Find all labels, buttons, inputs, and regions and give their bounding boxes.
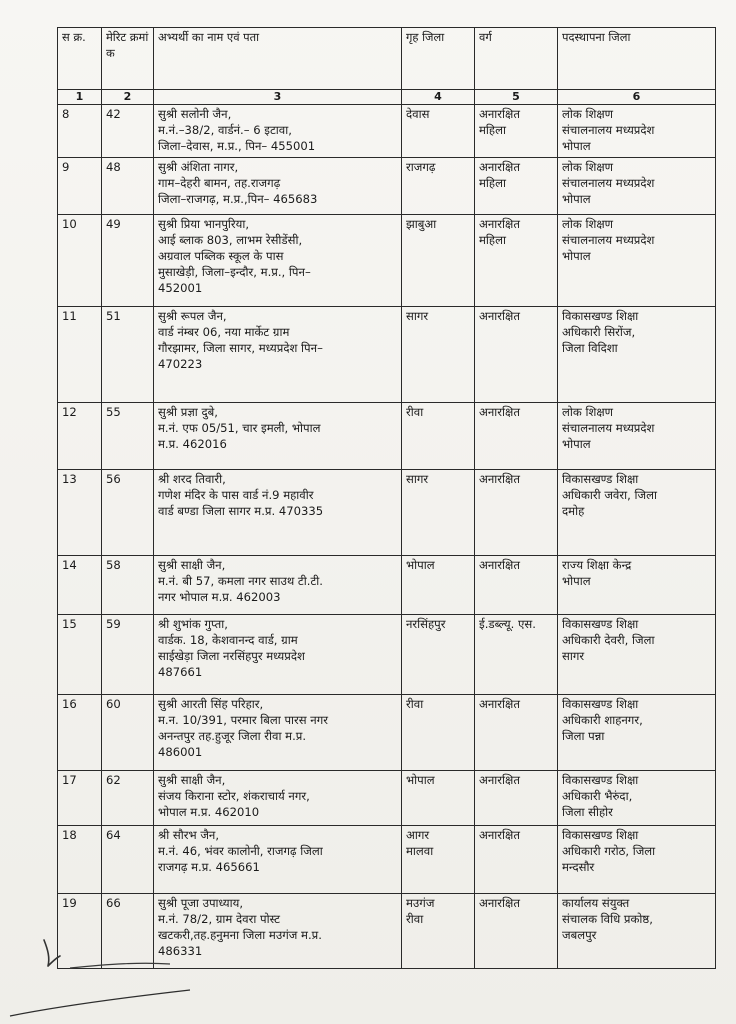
posting-district-cell-line: सागर (562, 648, 585, 663)
merit-number-cell: 59 (102, 614, 154, 694)
candidate-name-address-cell-line: म.नं. बी 57, कमला नगर साउथ टी.टी. (158, 573, 323, 588)
table-row (58, 614, 716, 694)
candidate-name-address-cell (154, 893, 402, 968)
home-district-cell-line: सागर (406, 308, 429, 323)
category-cell-line: महिला (479, 122, 506, 137)
candidate-name-address-cell-line: म.नं.–38/2, वार्डनं.– 6 इटावा, (158, 122, 292, 137)
home-district-cell (402, 157, 475, 214)
category-cell-line: अनारक्षित (479, 107, 520, 121)
candidate-name-address-cell-line: सुश्री साक्षी जैन, (158, 557, 226, 572)
home-district-cell-line: मउगंज (406, 895, 435, 910)
category-cell-line: अनारक्षित (479, 471, 520, 486)
serial-number-cell: 9 (58, 157, 102, 214)
posting-district-cell (558, 157, 716, 214)
category-cell-line: अनारक्षित (479, 159, 520, 174)
candidate-name-address-cell-line: श्री शरद तिवारी, (158, 471, 226, 486)
candidate-name-address-cell (154, 614, 402, 694)
category-cell-line: महिला (479, 232, 506, 247)
candidate-name-address-cell (154, 105, 402, 158)
candidate-name-address-cell-line: सुश्री पूजा उपाध्याय, (158, 895, 244, 910)
home-district-cell-line: भोपाल (406, 772, 435, 787)
posting-district-cell-line: अधिकारी शाहनगर, (562, 712, 643, 727)
candidate-name-address-cell-line: जिला–देवास, म.प्र., पिन– 455001 (158, 138, 316, 153)
candidate-name-address-cell (154, 469, 402, 555)
merit-number-cell: 51 (102, 306, 154, 402)
category-cell (475, 402, 558, 469)
candidate-name-address-cell-line: सुश्री प्रज्ञा दुबे, (158, 404, 218, 419)
candidate-name-address-cell-line: सुश्री रूपल जैन, (158, 308, 227, 323)
header-merit: मेरिट क्रमां क (102, 28, 154, 90)
column-number: 6 (558, 90, 716, 105)
candidate-name-address-cell (154, 306, 402, 402)
category-cell-line: अनारक्षित (479, 216, 520, 231)
posting-district-cell (558, 694, 716, 770)
merit-number-cell: 48 (102, 157, 154, 214)
serial-number-cell: 16 (58, 694, 102, 770)
merit-number-cell: 62 (102, 770, 154, 825)
posting-district-cell-line: लोक शिक्षण (562, 107, 614, 121)
posting-district-cell-line: अधिकारी देवरी, जिला (562, 632, 655, 647)
posting-district-cell-line: विकासखण्ड शिक्षा (562, 308, 639, 323)
candidate-name-address-cell-line: नगर भोपाल म.प्र. 462003 (158, 589, 281, 604)
posting-district-cell (558, 306, 716, 402)
candidate-name-address-cell (154, 825, 402, 893)
home-district-cell (402, 893, 475, 968)
category-cell-line: अनारक्षित (479, 308, 520, 323)
posting-district-cell-line: जिला विदिशा (562, 340, 618, 355)
candidate-name-address-cell-line: वार्डक. 18, केशवानन्द वार्ड, ग्राम (158, 632, 298, 647)
candidate-name-address-cell (154, 555, 402, 614)
serial-number-cell: 17 (58, 770, 102, 825)
candidate-name-address-cell-line: म.न. 10/391, परमार बिला पारस नगर (158, 712, 329, 727)
category-cell (475, 306, 558, 402)
home-district-cell (402, 214, 475, 306)
posting-district-cell (558, 469, 716, 555)
header-serial: स क्र. (58, 28, 102, 90)
posting-district-cell (558, 555, 716, 614)
column-number: 4 (402, 90, 475, 105)
merit-number-cell: 56 (102, 469, 154, 555)
category-cell (475, 770, 558, 825)
table-row (58, 770, 716, 825)
merit-number-cell: 55 (102, 402, 154, 469)
serial-number-cell: 10 (58, 214, 102, 306)
candidate-name-address-cell-line: खटकरी,तह.हनुमना जिला मउगंज म.प्र. (158, 927, 322, 942)
posting-district-cell-line: अधिकारी भैरुंदा, (562, 788, 633, 803)
category-cell (475, 469, 558, 555)
candidate-name-address-cell-line: राजगढ़ म.प्र. 465661 (158, 859, 260, 874)
candidate-name-address-cell-line: वार्ड नंम्बर 06, नया मार्केट ग्राम (158, 324, 290, 339)
posting-district-cell (558, 614, 716, 694)
candidate-name-address-cell-line: सुश्री अंशिता नागर, (158, 159, 239, 174)
posting-district-cell (558, 214, 716, 306)
handwritten-pen-stroke (0, 962, 200, 1022)
posting-district-cell-line: विकासखण्ड शिक्षा (562, 696, 639, 711)
category-cell-line: अनारक्षित (479, 404, 520, 419)
candidate-name-address-cell-line: 486331 (158, 943, 203, 958)
candidate-name-address-cell-line: म.नं. 78/2, ग्राम देवरा पोस्ट (158, 911, 280, 926)
posting-district-cell-line: अधिकारी सिरोंज, (562, 324, 636, 339)
serial-number-cell: 13 (58, 469, 102, 555)
column-number: 3 (154, 90, 402, 105)
candidate-name-address-cell-line: मुसाखेड़ी, जिला–इन्दौर, म.प्र., पिन– (158, 264, 311, 279)
home-district-cell-line: आगर (406, 827, 430, 842)
candidate-name-address-cell-line: म.नं. 46, भंवर कालोनी, राजगढ़ जिला (158, 843, 323, 858)
category-cell-line: महिला (479, 175, 506, 190)
candidate-name-address-cell-line: अग्रवाल पब्लिक स्कूल के पास (158, 248, 284, 263)
table-row (58, 105, 716, 158)
posting-district-cell-line: लोक शिक्षण (562, 216, 614, 231)
posting-district-cell-line: जबलपुर (562, 927, 597, 942)
category-cell (475, 214, 558, 306)
candidate-name-address-cell (154, 214, 402, 306)
posting-district-cell (558, 825, 716, 893)
candidate-name-address-cell-line: 452001 (158, 280, 203, 295)
merit-list-table (57, 27, 716, 969)
posting-district-cell-line: जिला पन्ना (562, 728, 605, 743)
posting-district-cell (558, 105, 716, 158)
posting-district-cell-line: लोक शिक्षण (562, 404, 614, 419)
home-district-cell-line: नरसिंहपुर (406, 616, 446, 631)
home-district-cell-line: भोपाल (406, 557, 435, 572)
candidate-name-address-cell-line: श्री सौरभ जैन, (158, 827, 220, 842)
serial-number-cell: 19 (58, 893, 102, 968)
merit-number-cell: 42 (102, 105, 154, 158)
posting-district-cell-line: मन्दसौर (562, 859, 595, 874)
home-district-cell-line: सागर (406, 471, 429, 486)
category-cell (475, 893, 558, 968)
column-number: 1 (58, 90, 102, 105)
candidate-name-address-cell-line: आई ब्लाक 803, लाभम रेसीडेंसी, (158, 232, 303, 247)
merit-number-cell: 66 (102, 893, 154, 968)
posting-district-cell-line: लोक शिक्षण (562, 159, 614, 174)
table-row (58, 825, 716, 893)
posting-district-cell-line: संचालक विधि प्रकोष्ठ, (562, 911, 653, 926)
table-row (58, 694, 716, 770)
candidate-name-address-cell-line: सुश्री सलोनी जैन, (158, 107, 232, 121)
header-category: वर्ग (475, 28, 558, 90)
posting-district-cell-line: भोपाल (562, 138, 591, 153)
home-district-cell-line: झाबुआ (406, 216, 437, 231)
candidate-name-address-cell (154, 402, 402, 469)
posting-district-cell-line: भोपाल (562, 248, 591, 263)
merit-number-cell: 49 (102, 214, 154, 306)
table-row (58, 214, 716, 306)
home-district-cell (402, 469, 475, 555)
header-row (58, 28, 716, 90)
home-district-cell-line: रीवा (406, 404, 424, 419)
table-row (58, 893, 716, 968)
home-district-cell-line: मालवा (406, 843, 434, 858)
posting-district-cell-line: भोपाल (562, 436, 591, 451)
category-cell (475, 555, 558, 614)
column-number: 2 (102, 90, 154, 105)
candidate-name-address-cell-line: सुश्री साक्षी जैन, (158, 772, 226, 787)
candidate-name-address-cell (154, 770, 402, 825)
candidate-name-address-cell (154, 157, 402, 214)
posting-district-cell-line: अधिकारी जवेरा, जिला (562, 487, 657, 502)
posting-district-cell-line: भोपाल (562, 191, 591, 206)
home-district-cell-line: राजगढ़ (406, 159, 436, 174)
home-district-cell (402, 105, 475, 158)
category-cell-line: अनारक्षित (479, 557, 520, 572)
candidate-name-address-cell-line: म.नं. एफ 05/51, चार इमली, भोपाल (158, 420, 321, 435)
serial-number-cell: 12 (58, 402, 102, 469)
candidate-name-address-cell-line: गणेश मंदिर के पास वार्ड नं.9 महावीर (158, 487, 314, 502)
candidate-name-address-cell (154, 694, 402, 770)
merit-number-cell: 64 (102, 825, 154, 893)
header-name-address: अभ्यर्थी का नाम एवं पता (154, 28, 402, 90)
serial-number-cell: 15 (58, 614, 102, 694)
candidate-name-address-cell-line: म.प्र. 462016 (158, 436, 227, 451)
candidate-name-address-cell-line: सुश्री आरती सिंह परिहार, (158, 696, 264, 711)
candidate-name-address-cell-line: गौरझामर, जिला सागर, मध्यप्रदेश पिन– (158, 340, 323, 355)
home-district-cell-line: देवास (406, 107, 430, 121)
candidate-name-address-cell-line: सुश्री प्रिया भानपुरिया, (158, 216, 250, 231)
serial-number-cell: 11 (58, 306, 102, 402)
candidate-name-address-cell-line: गाम–देहरी बामन, तह.राजगढ़ (158, 175, 281, 190)
posting-district-cell-line: संचालनालय मध्यप्रदेश (562, 232, 655, 247)
candidate-name-address-cell-line: 487661 (158, 664, 203, 679)
candidate-name-address-cell-line: साईखेड़ा जिला नरसिंहपुर मध्यप्रदेश (158, 648, 305, 663)
serial-number-cell: 18 (58, 825, 102, 893)
posting-district-cell-line: जिला सीहोर (562, 804, 613, 819)
posting-district-cell-line: विकासखण्ड शिक्षा (562, 827, 639, 842)
home-district-cell (402, 825, 475, 893)
home-district-cell-line: रीवा (406, 911, 424, 926)
category-cell-line: अनारक्षित (479, 895, 520, 910)
posting-district-cell (558, 770, 716, 825)
candidate-name-address-cell-line: 486001 (158, 744, 203, 759)
home-district-cell (402, 555, 475, 614)
posting-district-cell (558, 402, 716, 469)
table-row (58, 157, 716, 214)
posting-district-cell-line: विकासखण्ड शिक्षा (562, 471, 639, 486)
column-number-row (58, 90, 716, 105)
table-row (58, 469, 716, 555)
merit-number-cell: 60 (102, 694, 154, 770)
merit-number-cell: 58 (102, 555, 154, 614)
home-district-cell (402, 614, 475, 694)
category-cell-line: ई.डब्ल्यू. एस. (479, 616, 536, 631)
posting-district-cell-line: भोपाल (562, 573, 591, 588)
table-body (58, 105, 716, 969)
home-district-cell (402, 402, 475, 469)
posting-district-cell-line: अधिकारी गरोठ, जिला (562, 843, 656, 858)
home-district-cell (402, 694, 475, 770)
posting-district-cell-line: विकासखण्ड शिक्षा (562, 616, 639, 631)
serial-number-cell: 14 (58, 555, 102, 614)
category-cell (475, 614, 558, 694)
table-row (58, 555, 716, 614)
candidate-name-address-cell-line: अनन्तपुर तह.हुजूर जिला रीवा म.प्र. (158, 728, 307, 743)
table-row (58, 402, 716, 469)
home-district-cell (402, 770, 475, 825)
table-row (58, 306, 716, 402)
column-number: 5 (475, 90, 558, 105)
category-cell (475, 105, 558, 158)
candidate-name-address-cell-line: संजय किराना स्टोर, शंकराचार्य नगर, (158, 788, 310, 803)
posting-district-cell-line: कार्यालय संयुक्त (562, 895, 630, 910)
posting-district-cell (558, 893, 716, 968)
home-district-cell (402, 306, 475, 402)
category-cell-line: अनारक्षित (479, 772, 520, 787)
category-cell-line: अनारक्षित (479, 696, 520, 711)
header-home-district: गृह जिला (402, 28, 475, 90)
posting-district-cell-line: संचालनालय मध्यप्रदेश (562, 122, 655, 137)
home-district-cell-line: रीवा (406, 696, 424, 711)
category-cell (475, 825, 558, 893)
candidate-name-address-cell-line: श्री शुभांक गुप्ता, (158, 616, 228, 631)
posting-district-cell-line: संचालनालय मध्यप्रदेश (562, 175, 655, 190)
category-cell-line: अनारक्षित (479, 827, 520, 842)
category-cell (475, 694, 558, 770)
posting-district-cell-line: दमोह (562, 503, 585, 518)
candidate-name-address-cell-line: जिला–राजगढ़, म.प्र.,पिन– 465683 (158, 191, 318, 206)
posting-district-cell-line: विकासखण्ड शिक्षा (562, 772, 639, 787)
candidate-name-address-cell-line: भोपाल म.प्र. 462010 (158, 804, 260, 819)
candidate-name-address-cell-line: वार्ड बण्डा जिला सागर म.प्र. 470335 (158, 503, 324, 518)
candidate-name-address-cell-line: 470223 (158, 356, 203, 371)
posting-district-cell-line: संचालनालय मध्यप्रदेश (562, 420, 655, 435)
serial-number-cell: 8 (58, 105, 102, 158)
posting-district-cell-line: राज्य शिक्षा केन्द्र (562, 557, 632, 572)
category-cell (475, 157, 558, 214)
header-posting-district: पदस्थापना जिला (558, 28, 716, 90)
